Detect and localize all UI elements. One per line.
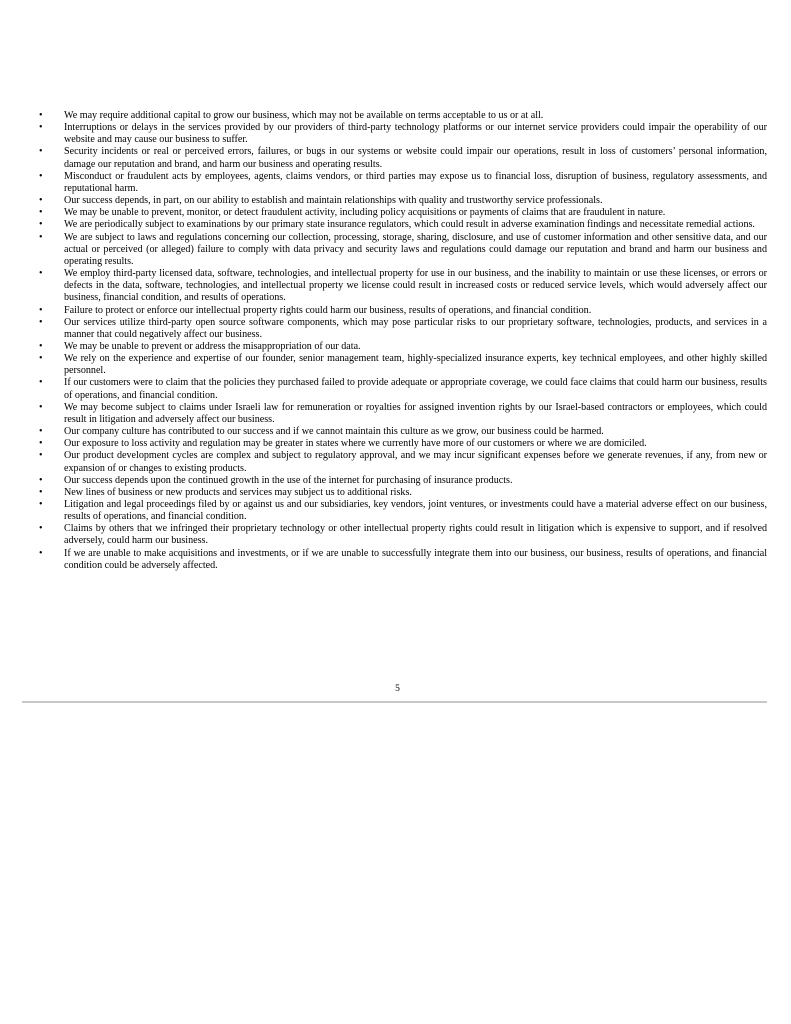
risk-factor-text: We may become subject to claims under Israeli law for remuneration or royalties for assigned invention rights by our Israel-based contractors or employees, which could result in litigation and adversely affect our business.: [64, 401, 767, 425]
risk-factor-item: [38, 487, 767, 499]
bullet-icon: •: [39, 207, 43, 219]
page-divider: [22, 701, 767, 703]
risk-factor-item: [38, 548, 767, 572]
risk-factor-text: We are subject to laws and regulations concerning our collection, processing, storage, sharing, disclosure, and use of customer information and other sensitive data, and our actual or perceived (or alleged) failure to comply with data privacy and security laws and regulations could damage our reputation and brand and harm our business and operating results.: [64, 231, 767, 267]
bullet-icon: •: [39, 353, 43, 365]
bullet-icon: •: [39, 438, 43, 450]
bullet-icon: •: [39, 170, 43, 182]
risk-factor-text: We rely on the experience and expertise of our founder, senior management team, highly-specialized insurance experts, key technical employees, and other highly skilled personnel.: [64, 353, 767, 377]
bullet-icon: •: [39, 110, 43, 121]
risk-factor-item: [38, 450, 767, 474]
bullet-icon: •: [39, 377, 43, 389]
bullet-icon: •: [39, 523, 43, 535]
page-number: 5: [395, 684, 400, 694]
risk-factor-item: [38, 341, 767, 353]
bullet-icon: •: [39, 450, 43, 462]
risk-factor-item: [38, 377, 767, 401]
risk-factor-text: Our exposure to loss activity and regulation may be greater in states where we currently have more of our customers or where we are domiciled.: [64, 438, 647, 450]
risk-factor-item: [38, 207, 767, 219]
bullet-icon: •: [39, 499, 43, 510]
risk-factor-item: [38, 305, 767, 317]
bullet-icon: •: [39, 547, 43, 559]
risk-factor-list: [38, 110, 767, 572]
risk-factor-item: [38, 219, 767, 231]
risk-factor-item: [38, 110, 767, 122]
risk-factor-text: We may be unable to prevent, monitor, or detect fraudulent activity, including policy acquisitions or payments of claims that are fraudulent in nature.: [64, 207, 666, 219]
risk-factor-item: [38, 171, 767, 195]
risk-factor-text: If our customers were to claim that the policies they purchased failed to provide adequate or appropriate coverage, we could face claims that could harm our business, results of operations, and financial condition.: [64, 377, 767, 401]
bullet-icon: •: [39, 231, 43, 243]
bullet-icon: •: [39, 486, 43, 498]
risk-factor-text: Misconduct or fraudulent acts by employees, agents, claims vendors, or third parties may expose us to financial loss, disruption of business, regulatory assessments, and reputational harm.: [64, 170, 767, 194]
risk-factor-item: [38, 438, 767, 450]
risk-factor-item: [38, 402, 767, 426]
risk-factor-text: If we are unable to make acquisitions and investments, or if we are unable to successfully integrate them into our business, our business, results of operations, and financial condition could be adversely affected.: [64, 547, 767, 571]
bullet-icon: •: [39, 401, 43, 413]
risk-factor-text: We are periodically subject to examinations by our primary state insurance regulators, which could result in adverse examination findings and necessitate remedial actions.: [64, 219, 755, 231]
risk-factor-item: [38, 122, 767, 146]
risk-factor-item: [38, 523, 767, 547]
risk-factor-item: [38, 232, 767, 268]
risk-factor-item: [38, 499, 767, 523]
risk-factor-item: [38, 475, 767, 487]
risk-factor-text: Our success depends, in part, on our ability to establish and maintain relationships with quality and trustworthy service professionals.: [64, 195, 603, 207]
risk-factor-item: [38, 426, 767, 438]
risk-factor-item: [38, 317, 767, 341]
risk-factor-text: Our services utilize third-party open source software components, which may pose particular risks to our proprietary software, technologies, products, and services in a manner that could negatively affect our business.: [64, 316, 767, 340]
bullet-icon: •: [39, 426, 43, 438]
risk-factor-item: [38, 268, 767, 304]
risk-factor-text: We employ third-party licensed data, software, technologies, and intellectual property for use in our business, and the inability to maintain or use these licenses, or errors or defects in the data, software, technologies, and intellectual property we license could result in increased costs or reduced service levels, which would adversely affect our business, financial condition, and results of operations.: [64, 268, 767, 304]
bullet-icon: •: [39, 474, 43, 486]
bullet-icon: •: [39, 268, 43, 280]
risk-factor-text: New lines of business or new products and services may subject us to additional risks.: [64, 486, 412, 498]
risk-factor-item: [38, 195, 767, 207]
risk-factor-text: Our product development cycles are complex and subject to regulatory approval, and we may incur significant expenses before we generate revenues, if any, from new or expansion of or changes to existing products.: [64, 450, 767, 474]
risk-factor-item: [38, 353, 767, 377]
risk-factor-text: We may require additional capital to grow our business, which may not be available on terms acceptable to us or at all.: [64, 110, 544, 121]
bullet-icon: •: [39, 219, 43, 231]
risk-factor-text: Our success depends upon the continued growth in the use of the internet for purchasing of insurance products.: [64, 474, 513, 486]
risk-factor-item: [38, 146, 767, 170]
bullet-icon: •: [39, 304, 43, 316]
risk-factor-text: Our company culture has contributed to our success and if we cannot maintain this culture as we grow, our business could be harmed.: [64, 426, 604, 438]
bullet-icon: •: [39, 122, 43, 134]
bullet-icon: •: [39, 146, 43, 158]
risk-factor-text: Litigation and legal proceedings filed by or against us and our subsidiaries, key vendors, joint ventures, or investments could have a material adverse effect on our business, results of operations, and financial condition.: [64, 499, 767, 523]
bullet-icon: •: [39, 340, 43, 352]
risk-factor-text: Interruptions or delays in the services provided by our providers of third-party technology platforms or our internet service providers could impair the operability of our website and may cause our business to suffer.: [64, 122, 767, 146]
risk-factor-text: Failure to protect or enforce our intellectual property rights could harm our business, results of operations, and financial condition.: [64, 304, 592, 316]
risk-factor-text: We may be unable to prevent or address the misappropriation of our data.: [64, 340, 361, 352]
bullet-icon: •: [39, 195, 43, 207]
bullet-icon: •: [39, 316, 43, 328]
risk-factor-text: Security incidents or real or perceived errors, failures, or bugs in our systems or website could impair our operations, result in loss of customers’ personal information, damage our reputation and brand, and harm our business and operating results.: [64, 146, 767, 170]
risk-factor-text: Claims by others that we infringed their proprietary technology or other intellectual property rights could result in litigation which is expensive to support, and if resolved adversely, could harm our business.: [64, 523, 767, 547]
